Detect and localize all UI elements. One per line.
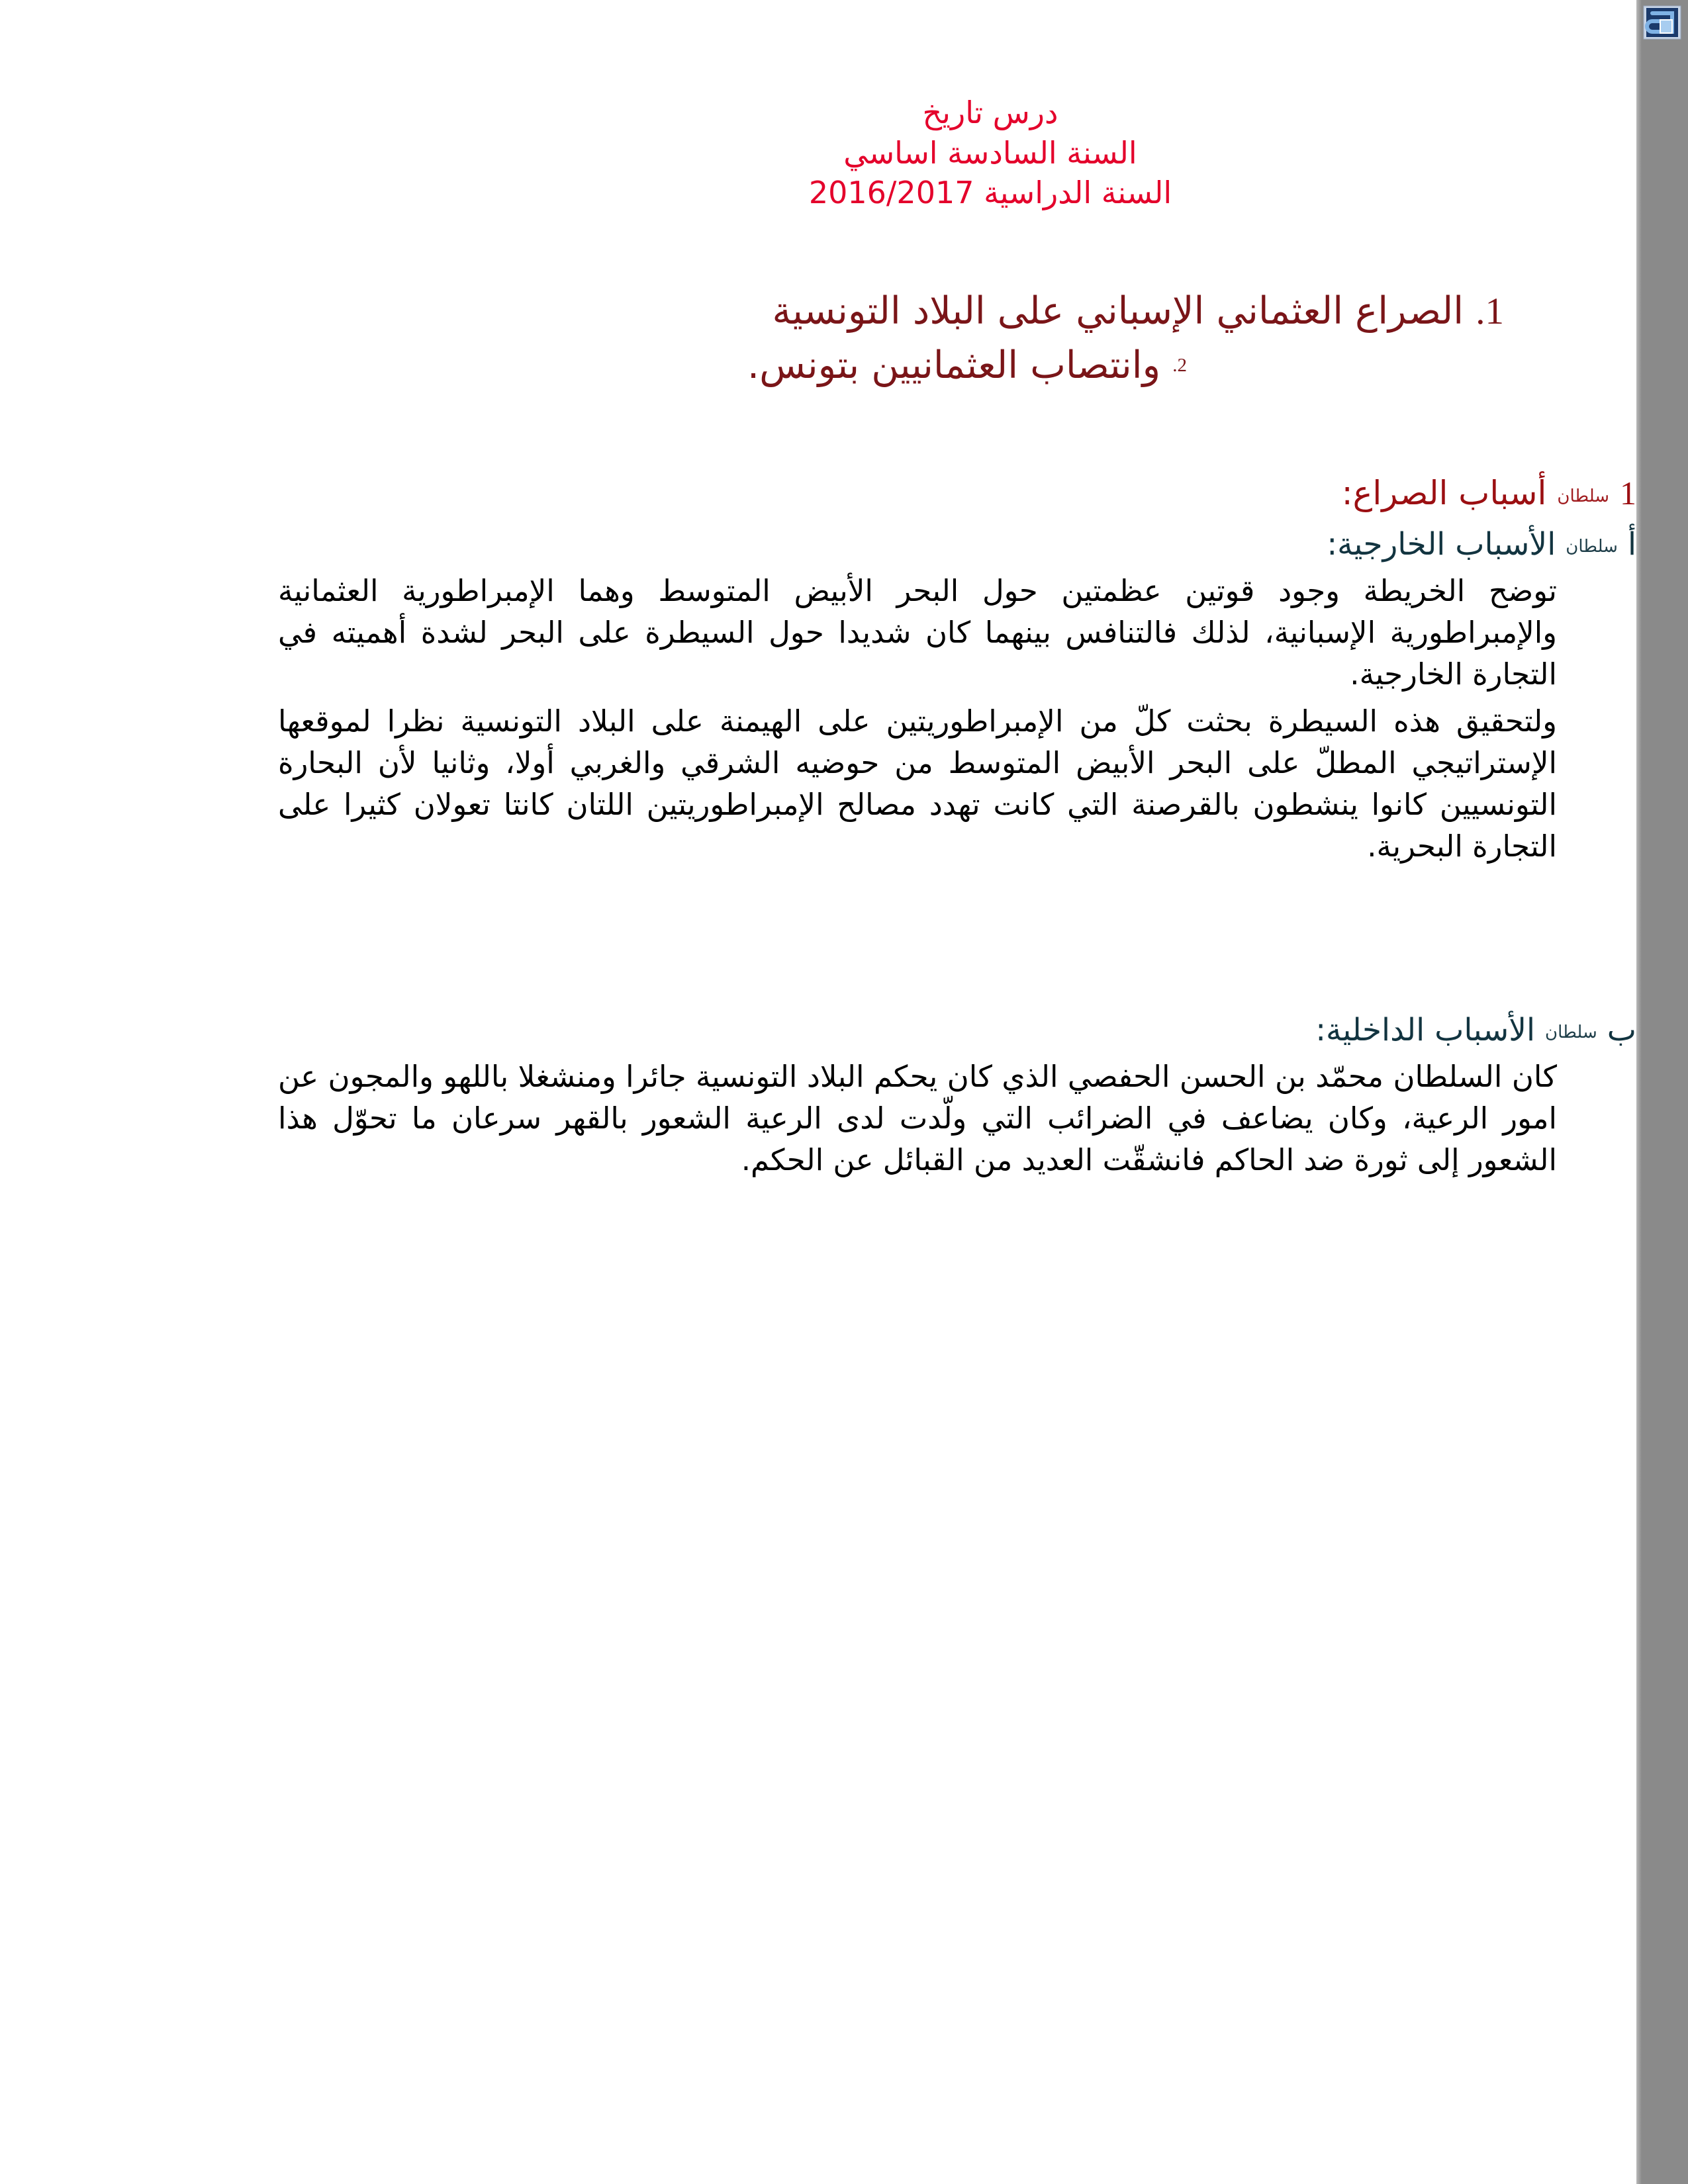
header-line-grade: السنة السادسة اساسي bbox=[843, 134, 1137, 171]
subheading-external-causes bbox=[0, 524, 1636, 565]
watermark-site bbox=[1642, 0, 1658, 85]
section-heading-causes bbox=[0, 472, 1636, 515]
title-line-1 bbox=[357, 285, 1504, 339]
title-text-1: الصراع العثماني الإسباني على البلاد التونسية bbox=[772, 289, 1464, 334]
document-header bbox=[0, 93, 1636, 213]
header-line-subject: درس تاريخ bbox=[922, 95, 1058, 130]
subsection-marker-b: ب bbox=[1607, 1012, 1636, 1049]
title-number-1: 1. bbox=[1476, 291, 1504, 333]
watermark-sidebar bbox=[1636, 0, 1688, 2184]
paragraph-internal-1: كان السلطان محمّد بن الحسن الحفصي الذي كان يحكم البلاد التونسية جائرا ومنشغلا باللهو والمجون عن امور الرعية، وكان يضاعف في الضرائب التي ولّدت لدى الرعية الشعور بالقهر سرعان ما تحوّل هذا الشعور إلى ثورة ضد الحاكم فانشقّت العديد من القبائل عن الحكم. bbox=[278, 1059, 1557, 1178]
title-text-2: وانتصاب العثمانيين بتونس. bbox=[747, 343, 1161, 388]
ornament-glyph: سلطان bbox=[1545, 1023, 1597, 1043]
title-line-2 bbox=[357, 339, 1504, 392]
ornament-glyph: سلطان bbox=[1557, 486, 1610, 507]
subheading-external-text: الأسباب الخارجية: bbox=[1327, 526, 1556, 563]
ornament-glyph: سلطان bbox=[1566, 537, 1618, 557]
paragraph-external-2: ولتحقيق هذه السيطرة بحثت كلّ من الإمبراطوريتين على الهيمنة على البلاد التونسية نظرا لموقعها الإستراتيجي المطلّ على البحر الأبيض المتوسط من حوضيه الشرقي والغربي أولا، وثانيا لأن البحارة التونسيين كانوا ينشطون بالقرصنة التي كانت تهدد مصالح الإمبراطوريتين اللتان كانتا تعولان كثيرا على التجارة البحرية. bbox=[278, 704, 1557, 864]
subsection-marker-a: أ bbox=[1627, 526, 1636, 563]
document-title bbox=[0, 285, 1636, 392]
header-line-year: السنة الدراسية 2016/2017 bbox=[808, 175, 1172, 211]
section-spacer bbox=[0, 867, 1636, 931]
subheading-internal-causes bbox=[0, 1010, 1636, 1050]
watermark-message bbox=[1667, 0, 1683, 85]
title-number-2: 2. bbox=[1172, 355, 1188, 377]
paragraph-external-1: توضح الخريطة وجود قوتين عظمتين حول البحر الأبيض المتوسط وهما الإمبراطورية العثمانية والإمبراطورية الإسبانية، لذلك فالتنافس بينهما كان شديدا حول السيطرة على البحر لشدة أهميته في التجارة الخارجية. bbox=[278, 573, 1557, 692]
section-number: 1 bbox=[1620, 475, 1636, 512]
subheading-internal-text: الأسباب الداخلية: bbox=[1315, 1012, 1536, 1049]
section-heading-text: أسباب الصراع: bbox=[1341, 474, 1547, 513]
